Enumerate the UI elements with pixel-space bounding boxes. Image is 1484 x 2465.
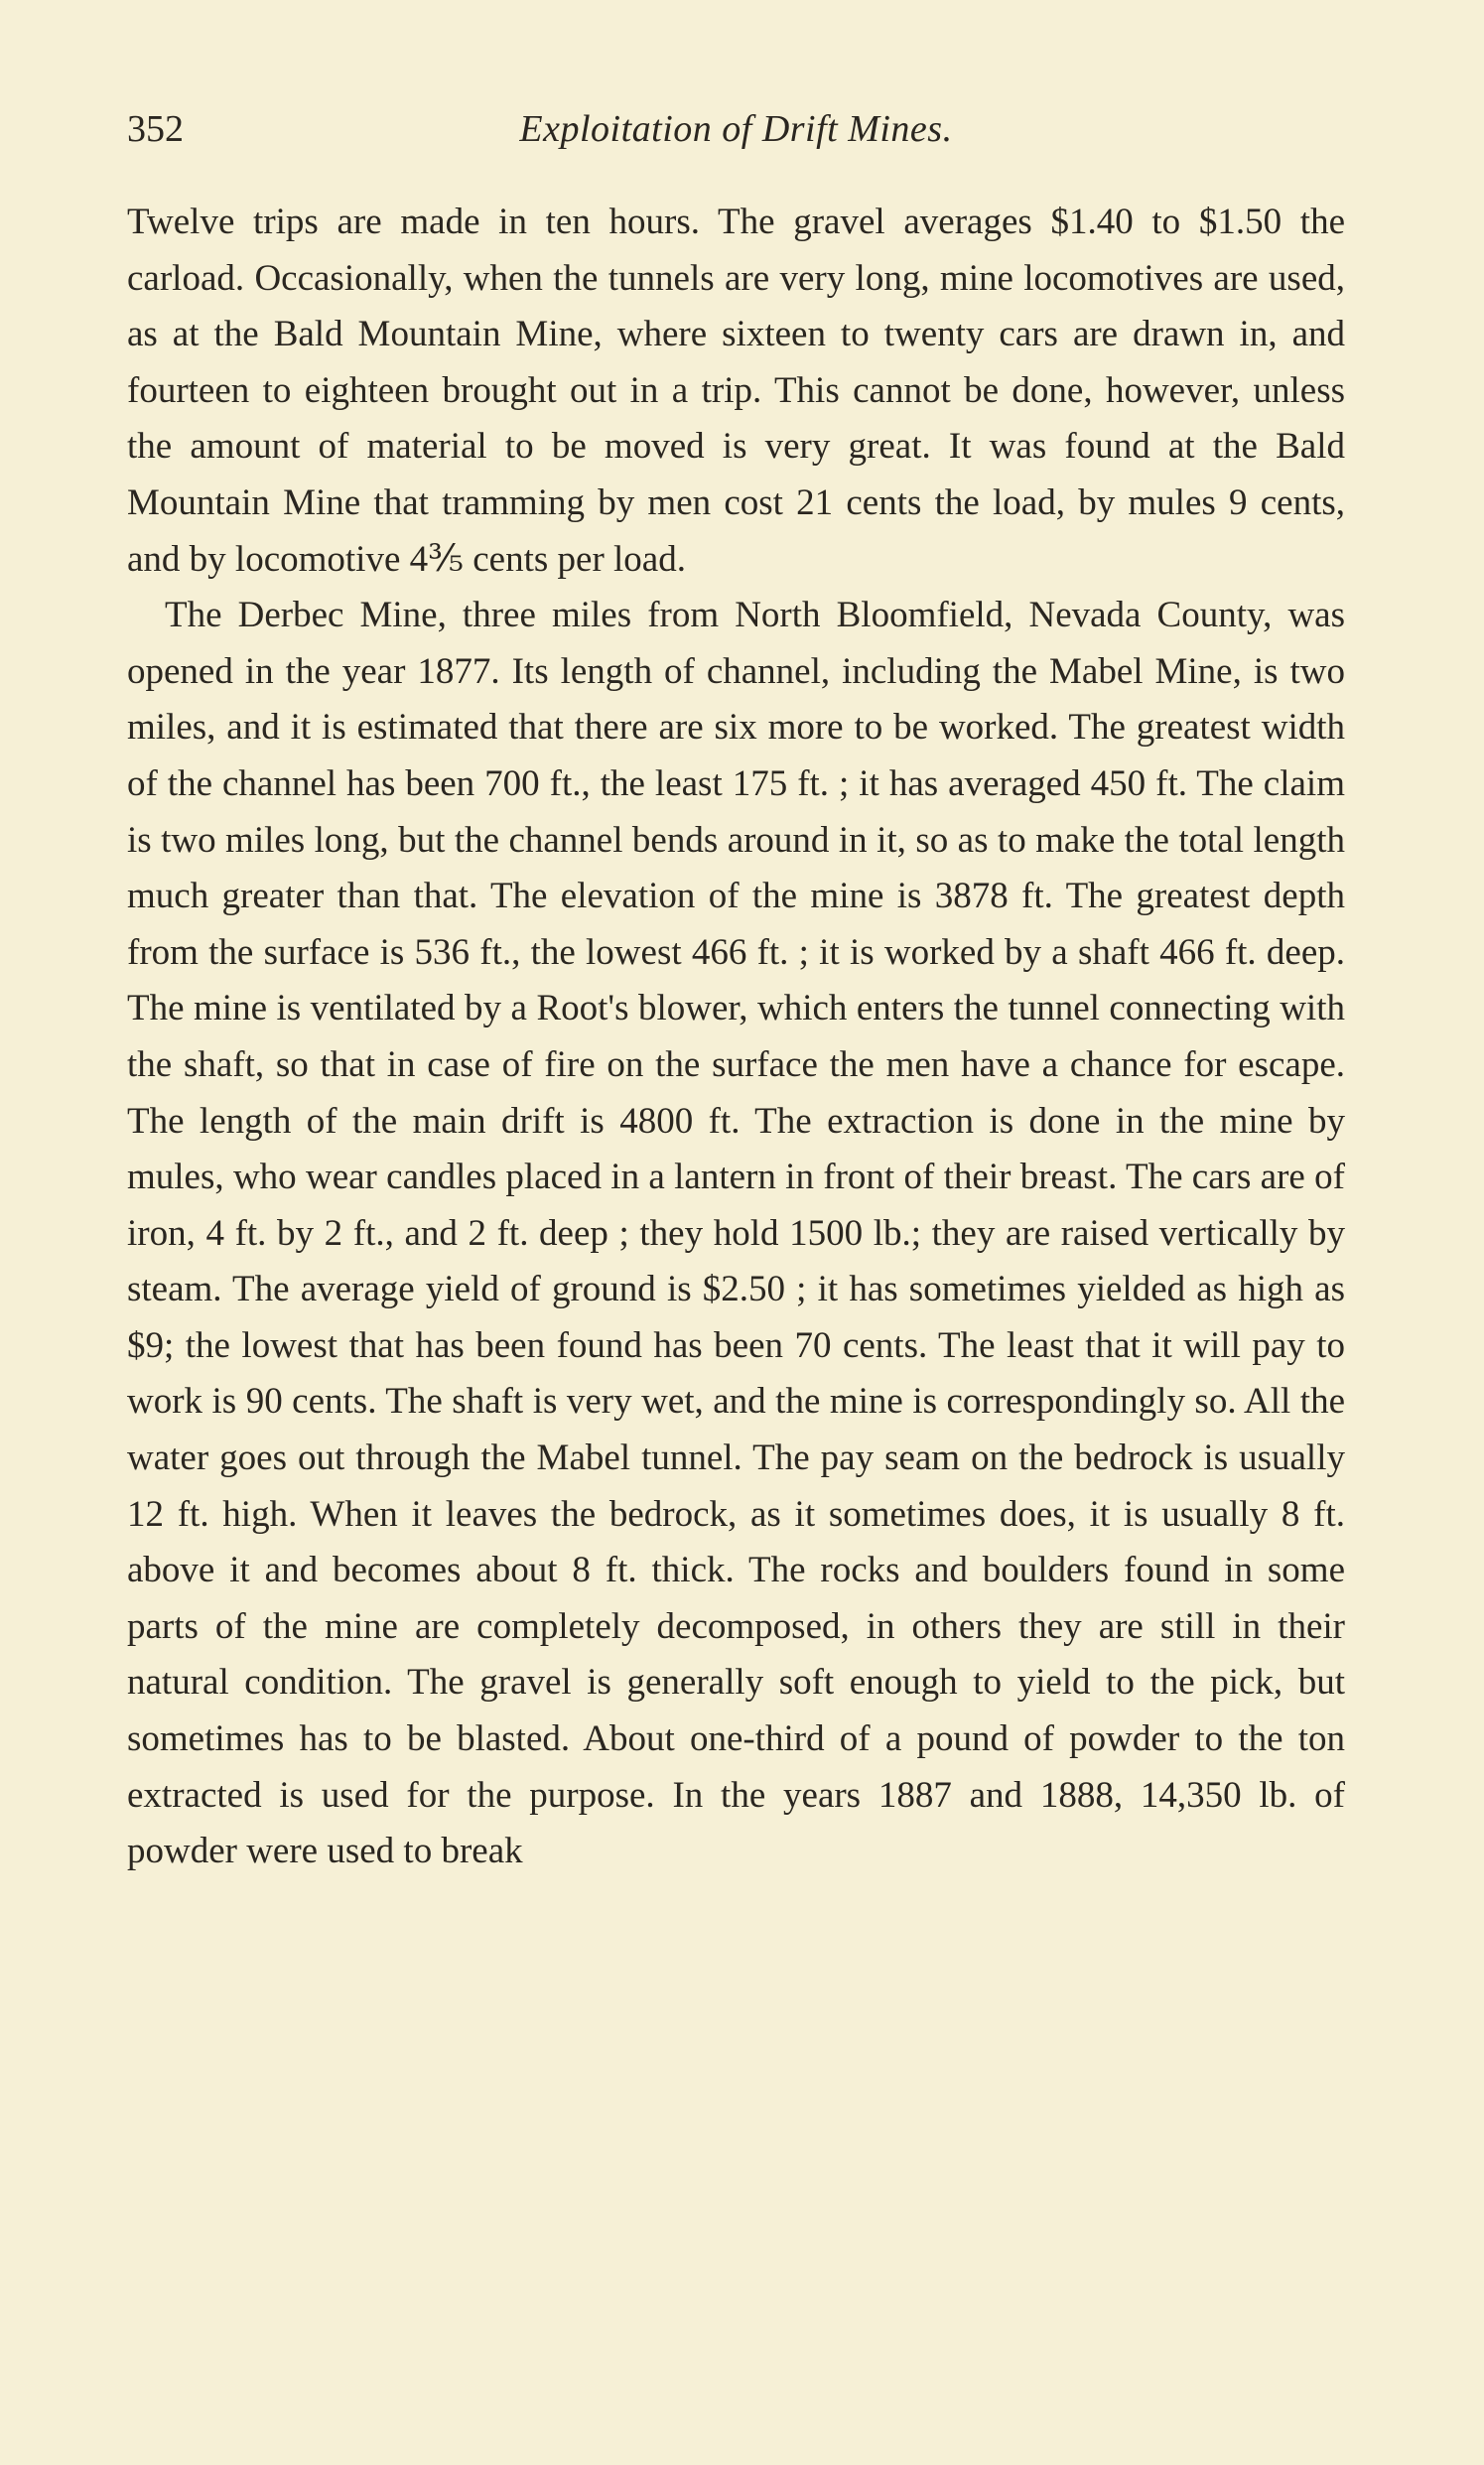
body-text [127, 195, 1345, 1880]
running-title: Exploitation of Drift Mines. [519, 108, 953, 150]
page-number: 352 [127, 108, 184, 150]
paragraph-derbec-mine: The Derbec Mine, three miles from North Bloomfield, Nevada County, was opened in the year 1877. Its length of channel, including the Mabel Mine, is two miles, and it is estimated that there are six more to be worked. The greatest width of the channel has been 700 ft., the least 175 ft. ; it has averaged 450 ft. The claim is two miles long, but the channel bends around in it, so as to make the total length much greater than that. The elevation of the mine is 3878 ft. The greatest depth from the surface is 536 ft., the lowest 466 ft. ; it is worked by a shaft 466 ft. deep. The mine is ventilated by a Root's blower, which enters the tunnel connecting with the shaft, so that in case of fire on the surface the men have a chance for escape. The length of the main drift is 4800 ft. The extraction is done in the mine by mules, who wear candles placed in a lantern in front of their breast. The cars are of iron, 4 ft. by 2 ft., and 2 ft. deep ; they hold 1500 lb.; they are raised vertically by steam. The average yield of ground is $2.50 ; it has sometimes yielded as high as $9; the lowest that has been found has been 70 cents. The least that it will pay to work is 90 cents. The shaft is very wet, and the mine is correspondingly so. All the water goes out through the Mabel tunnel. The pay seam on the bedrock is usually 12 ft. high. When it leaves the bedrock, as it sometimes does, it is usually 8 ft. above it and becomes about 8 ft. thick. The rocks and boulders found in some parts of the mine are completely decomposed, in others they are still in their natural condition. The gravel is generally soft enough to yield to the pick, but sometimes has to be blasted. About one-third of a pound of powder to the ton extracted is used for the purpose. In the years 1887 and 1888, 14,350 lb. of powder were used to break [127, 595, 1345, 1872]
paragraph-continued: Twelve trips are made in ten hours. The gravel averages $1.40 to $1.50 the carload. Occasionally, when the tunnels are very long, mine locomotives are used, as at the Bald Mountain Mine, where sixteen to twenty cars are drawn in, and fourteen to eighteen brought out in a trip. This cannot be done, however, unless the amount of material to be moved is very great. It was found at the Bald Mountain Mine that tramming by men cost 21 cents the load, by mules 9 cents, and by locomotive 4⅗ cents per load. [127, 202, 1345, 580]
running-head [127, 107, 1345, 167]
